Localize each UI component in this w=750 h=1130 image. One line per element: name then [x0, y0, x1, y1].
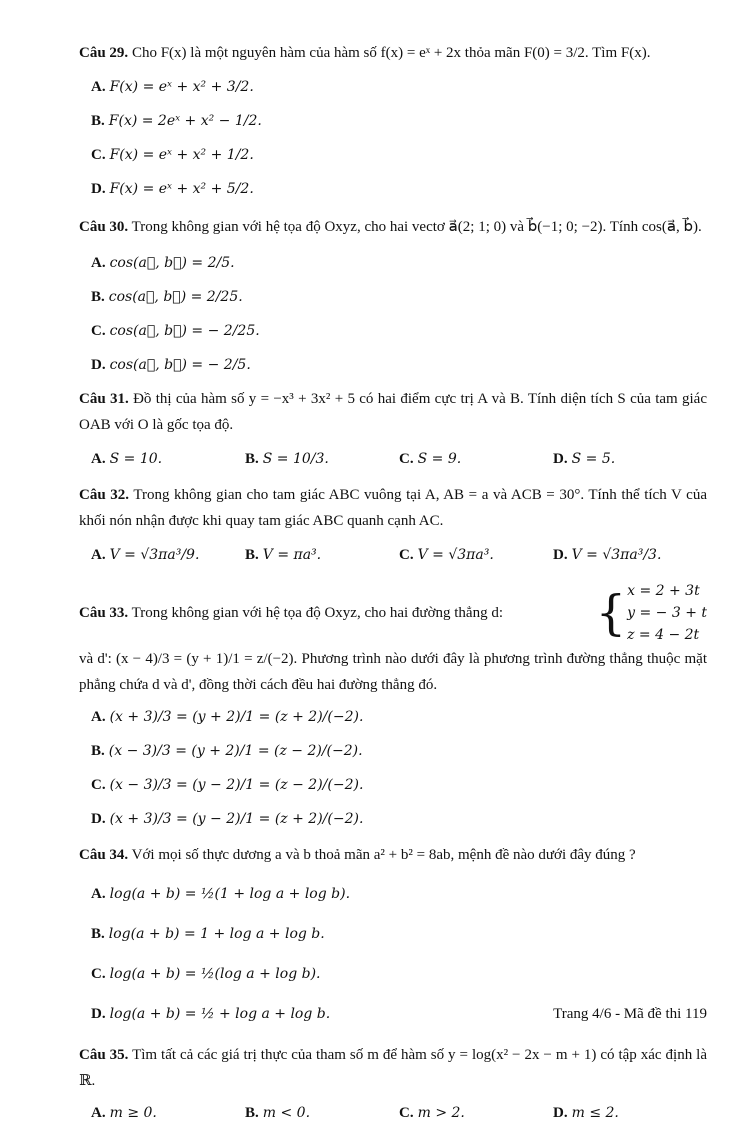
- option-d: D. cos(a⃗, b⃗) = − 2/5.: [91, 357, 251, 373]
- option-c: C. log(a + b) = ½(log a + log b).: [91, 966, 321, 982]
- question-35: [79, 1042, 707, 1130]
- option-a: A. cos(a⃗, b⃗) = 2/5.: [91, 255, 235, 271]
- question-33: [79, 580, 707, 836]
- option-c: C. V = √3πa³.: [399, 547, 494, 563]
- option-c: C. F(x) = eˣ + x² + 1/2.: [91, 147, 254, 163]
- option-c: C. m > 2.: [399, 1105, 465, 1121]
- question-text: Trong không gian cho tam giác ABC vuông tại A, AB = a và ACB = 30°. Tính thể tích V của khối nón nhận được khi quay tam giác ABC quanh cạnh AC.: [79, 487, 707, 529]
- question-text: Với mọi số thực dương a và b thoả mãn a² + b² = 8ab, mệnh đề nào dưới đây đúng ?: [131, 847, 636, 863]
- question-text: Tìm tất cả các giá trị thực của tham số m để hàm số y = log(x² − 2x − m + 1) có tập xác định là ℝ.: [79, 1047, 707, 1089]
- option-b: B. (x − 3)/3 = (y + 2)/1 = (z − 2)/(−2).: [91, 743, 363, 759]
- exam-page: [79, 40, 707, 1130]
- option-b: B. m < 0.: [245, 1105, 311, 1121]
- option-a: A. (x + 3)/3 = (y + 2)/1 = (z + 2)/(−2).: [91, 709, 364, 725]
- option-d: D. log(a + b) = ½ + log a + log b.: [91, 1006, 331, 1022]
- option-a: A. V = √3πa³/9.: [91, 547, 200, 563]
- question-label: Câu 33.: [79, 605, 129, 621]
- option-c: C. cos(a⃗, b⃗) = − 2/25.: [91, 323, 260, 339]
- question-30: [79, 214, 707, 382]
- option-d: D. V = √3πa³/3.: [553, 547, 662, 563]
- question-31: [79, 386, 707, 476]
- option-b: B. V = πa³.: [245, 547, 322, 563]
- option-c: C. S = 9.: [399, 451, 462, 467]
- option-d: D. F(x) = eˣ + x² + 5/2.: [91, 181, 254, 197]
- question-29: [79, 40, 707, 206]
- option-a: A. F(x) = eˣ + x² + 3/2.: [91, 79, 254, 95]
- option-d: D. (x + 3)/3 = (y − 2)/1 = (z + 2)/(−2).: [91, 811, 364, 827]
- question-label: Câu 31.: [79, 391, 129, 407]
- question-text-continued: và d': (x − 4)/3 = (y + 1)/1 = z/(−2). Phương trình nào dưới đây là phương trình đường thẳng thuộc mặt phẳng chứa d và d', đồng thời cách đều hai đường thẳng đó.: [79, 651, 707, 693]
- question-text: Trong không gian với hệ tọa độ Oxyz, cho hai đường thẳng d:: [131, 605, 503, 621]
- question-label: Câu 29.: [79, 45, 129, 61]
- option-a: A. log(a + b) = ½(1 + log a + log b).: [91, 886, 351, 902]
- brace-icon: {: [595, 585, 627, 641]
- option-c: C. (x − 3)/3 = (y − 2)/1 = (z − 2)/(−2).: [91, 777, 364, 793]
- option-d: D. m ≤ 2.: [553, 1105, 619, 1121]
- option-b: B. F(x) = 2eˣ + x² − 1/2.: [91, 113, 262, 129]
- question-text: Đồ thị của hàm số y = −x³ + 3x² + 5 có hai điểm cực trị A và B. Tính diện tích S của tam giác OAB với O là gốc tọa độ.: [79, 391, 707, 433]
- question-label: Câu 34.: [79, 847, 129, 863]
- option-b: B. S = 10/3.: [245, 451, 329, 467]
- option-a: A. S = 10.: [91, 451, 163, 467]
- option-d: D. S = 5.: [553, 451, 616, 467]
- question-text: Cho F(x) là một nguyên hàm của hàm số f(x) = eˣ + 2x thỏa mãn F(0) = 3/2. Tìm F(x).: [131, 45, 651, 61]
- question-text: Trong không gian với hệ tọa độ Oxyz, cho hai vectơ a⃗(2; 1; 0) và b⃗(−1; 0; −2). Tính cos(a⃗, b⃗).: [131, 219, 702, 235]
- question-label: Câu 35.: [79, 1047, 129, 1063]
- option-b: B. log(a + b) = 1 + log a + log b.: [91, 926, 325, 942]
- option-a: A. m ≥ 0.: [91, 1105, 157, 1121]
- page-footer: Trang 4/6 - Mã đề thi 119: [553, 1006, 707, 1022]
- question-32: [79, 482, 707, 572]
- question-label: Câu 32.: [79, 487, 130, 503]
- option-b: B. cos(a⃗, b⃗) = 2/25.: [91, 289, 243, 305]
- question-label: Câu 30.: [79, 219, 129, 235]
- line-system: { x = 2 + 3t y = − 3 + t z = 4 − 2t: [595, 583, 707, 643]
